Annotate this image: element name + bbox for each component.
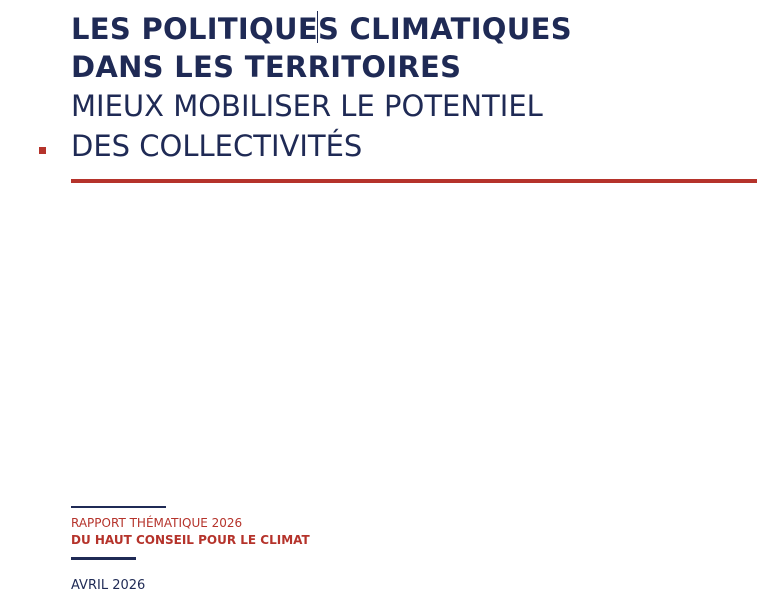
organization-label[interactable]: DU HAUT CONSEIL POUR LE CLIMAT	[71, 533, 310, 547]
footer-bottom-rule	[71, 557, 136, 560]
document-title-block	[71, 10, 757, 166]
subtitle-line-1[interactable]: MIEUX MOBILISER LE POTENTIEL	[71, 89, 543, 123]
title-divider-rule	[71, 179, 757, 183]
report-type-label[interactable]: RAPPORT THÉMATIQUE 2026	[71, 516, 243, 530]
title-line-1[interactable]	[71, 10, 757, 48]
title-line-2[interactable]: DANS LES TERRITOIRES	[71, 50, 462, 84]
subtitle-line-2[interactable]: DES COLLECTIVITÉS	[71, 129, 363, 163]
publication-date[interactable]: AVRIL 2026	[71, 578, 146, 593]
bullet-marker	[39, 147, 46, 154]
title-line-1-part-2: S CLIMATIQUES	[317, 12, 572, 46]
title-line-1-part-1: LES POLITIQUE	[71, 12, 318, 46]
footer-top-rule	[71, 506, 166, 508]
